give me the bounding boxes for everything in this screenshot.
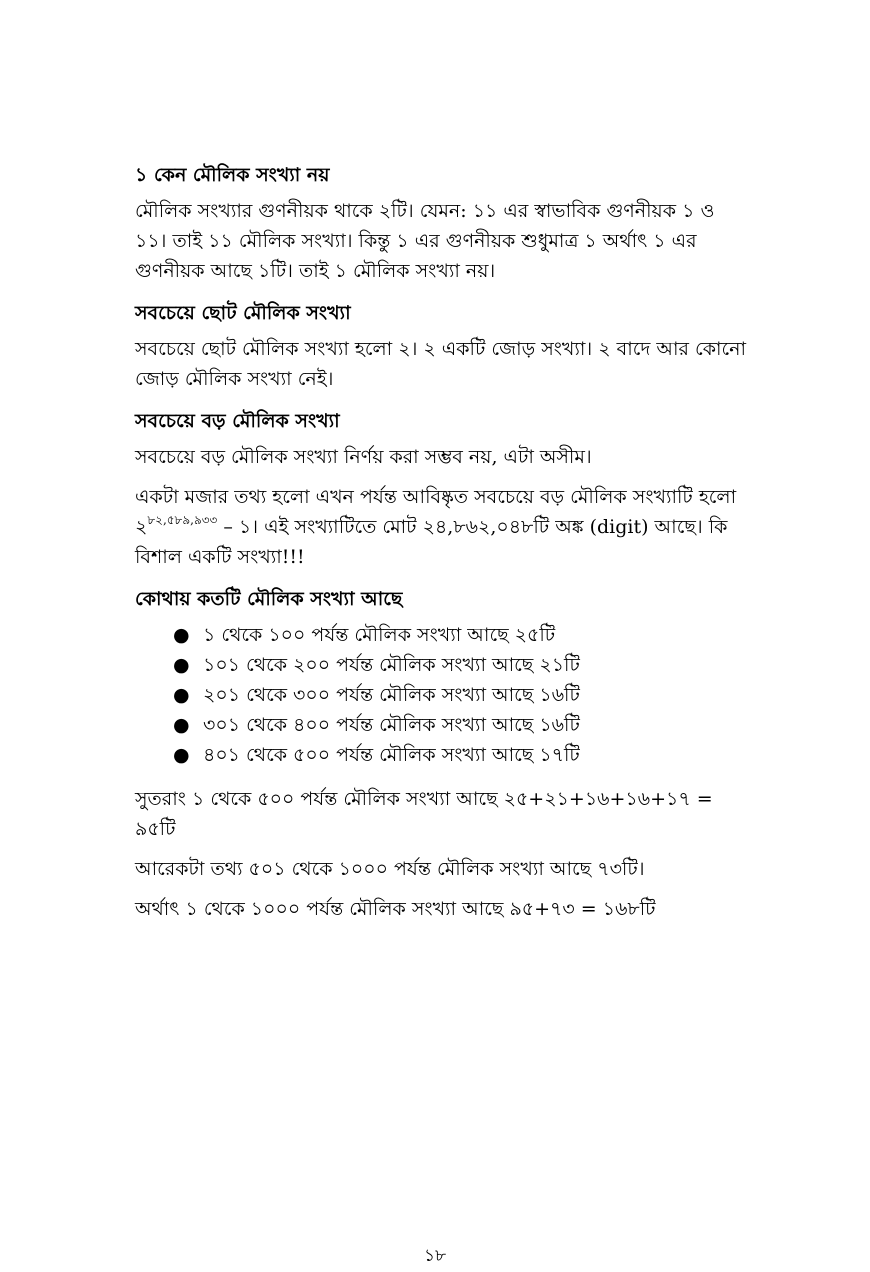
bullet-dot-icon: ● bbox=[173, 744, 190, 766]
summary-line: সুতরাং ১ থেকে ৫০০ পর্যন্ত মৌলিক সংখ্যা আছে ২৫+২১+১৬+১৬+১৭ = ৯৫টি bbox=[135, 788, 713, 840]
list-item-text: ৩০১ থেকে ৪০০ পর্যন্ত মৌলিক সংখ্যা আছে ১৬টি bbox=[203, 714, 580, 736]
list-item-text: ২০১ থেকে ৩০০ পর্যন্ত মৌলিক সংখ্যা আছে ১৬টি bbox=[203, 684, 580, 706]
bullet-dot-icon: ● bbox=[173, 624, 190, 646]
section-heading: ১ কেন মৌলিক সংখ্যা নয় bbox=[135, 164, 330, 186]
list-item bbox=[173, 650, 750, 680]
list-item-text: ১ থেকে ১০০ পর্যন্ত মৌলিক সংখ্যা আছে ২৫টি bbox=[203, 624, 556, 646]
fact-exponent: ৮২,৫৮৯,৯৩৩ bbox=[147, 513, 218, 527]
section-largest-prime bbox=[135, 406, 750, 572]
summary-line: অর্থাৎ ১ থেকে ১০০০ পর্যন্ত মৌলিক সংখ্যা আছে ৯৫+৭৩ = ১৬৮টি bbox=[135, 898, 656, 920]
list-item-text: ৪০১ থেকে ৫০০ পর্যন্ত মৌলিক সংখ্যা আছে ১৭টি bbox=[203, 744, 580, 766]
list-item bbox=[173, 710, 750, 740]
section-prime-counts bbox=[135, 584, 750, 924]
document-body bbox=[135, 160, 750, 936]
bullet-dot-icon: ● bbox=[173, 654, 190, 676]
section-heading: সবচেয়ে বড় মৌলিক সংখ্যা bbox=[135, 410, 340, 432]
section-heading: কোথায় কতটি মৌলিক সংখ্যা আছে bbox=[135, 588, 403, 610]
section-heading: সবচেয়ে ছোট মৌলিক সংখ্যা bbox=[135, 302, 351, 324]
fact-base: ২ bbox=[135, 516, 148, 538]
section-why-one-not-prime bbox=[135, 160, 750, 286]
fact-rest: – ১। এই সংখ্যাটিতে মোট ২৪,৮৬২,০৪৮টি অঙ্ক (digit) আছে। কি বিশাল একটি সংখ্যা!!! bbox=[135, 516, 728, 568]
prime-count-list bbox=[135, 620, 750, 770]
list-item bbox=[173, 620, 750, 650]
fact-intro: একটা মজার তথ্য হলো এখন পর্যন্ত আবিষ্কৃত সবচেয়ে বড় মৌলিক সংখ্যাটি হলো bbox=[135, 486, 737, 508]
list-item bbox=[173, 740, 750, 770]
list-item-text: ১০১ থেকে ২০০ পর্যন্ত মৌলিক সংখ্যা আছে ২১টি bbox=[203, 654, 580, 676]
paragraph: সবচেয়ে বড় মৌলিক সংখ্যা নির্ণয় করা সম্ভব নয়, এটা অসীম। bbox=[135, 446, 592, 468]
list-item bbox=[173, 680, 750, 710]
section-smallest-prime bbox=[135, 298, 750, 394]
paragraph: মৌলিক সংখ্যার গুণনীয়ক থাকে ২টি। যেমন: ১১ এর স্বাভাবিক গুণনীয়ক ১ ও ১১। তাই ১১ মৌলিক সংখ্যা। কিন্তু ১ এর গুণনীয়ক শুধুমাত্র ১ অর্থাৎ ১ এর গুণনীয়ক আছে ১টি। তাই ১ মৌলিক সংখ্যা নয়। bbox=[135, 200, 715, 282]
page-number: ১৮ bbox=[423, 1246, 447, 1266]
summary-line: আরেকটা তথ্য ৫০১ থেকে ১০০০ পর্যন্ত মৌলিক সংখ্যা আছে ৭৩টি। bbox=[135, 858, 645, 880]
bullet-dot-icon: ● bbox=[173, 684, 190, 706]
largest-prime-fact bbox=[135, 482, 750, 572]
bullet-dot-icon: ● bbox=[173, 714, 190, 736]
paragraph: সবচেয়ে ছোট মৌলিক সংখ্যা হলো ২। ২ একটি জোড় সংখ্যা। ২ বাদে আর কোনো জোড় মৌলিক সংখ্যা নেই। bbox=[135, 338, 747, 390]
